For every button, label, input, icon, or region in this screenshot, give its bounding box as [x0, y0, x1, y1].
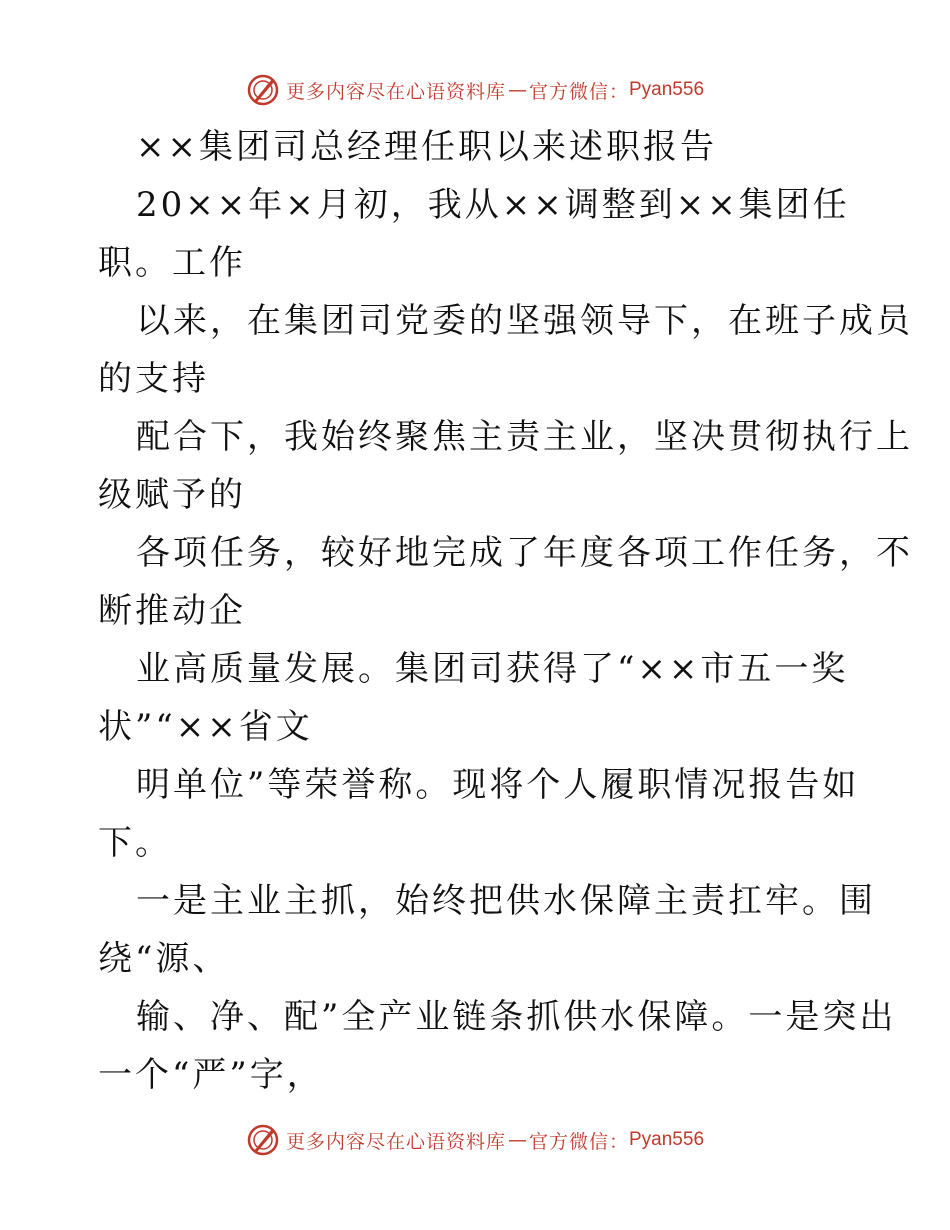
- paragraph-line: 明单位”等荣誉称。现将个人履职情况报告如: [136, 765, 860, 805]
- paragraph-line: 一是主业主抓，始终把供水保障主责扛牢。围: [136, 881, 876, 921]
- paragraph-line: 一个“严”字，: [98, 1055, 324, 1095]
- paragraph-line: 输、净、配”全产业链条抓供水保障。一是突出: [136, 997, 897, 1037]
- banner-text: 更多内容尽在心语资料库: [285, 1130, 506, 1153]
- paragraph-line: 以来，在集团司党委的坚强领导下，在班子成员: [136, 301, 913, 341]
- paragraph-line: 业高质量发展。集团司获得了“××市五一奖: [136, 649, 849, 689]
- wechat-id: Pyan556: [629, 1129, 705, 1150]
- banner-separator: —: [507, 1129, 527, 1151]
- wechat-id: Pyan556: [629, 79, 705, 100]
- paragraph-line: 20××年×月初，我从××调整到××集团任: [136, 185, 850, 225]
- paragraph-line: 绕“源、: [98, 939, 230, 979]
- paragraph-line: 状”“××省文: [98, 707, 313, 747]
- paragraph-line: 各项任务，较好地完成了年度各项工作任务，不: [136, 533, 913, 573]
- paragraph-line: 职。工作: [98, 243, 246, 283]
- quill-logo-icon: [246, 73, 280, 107]
- banner-text: 更多内容尽在心语资料库: [285, 80, 506, 103]
- banner-separator: —: [507, 79, 527, 101]
- paragraph-line: 配合下，我始终聚焦主责主业，坚决贯彻执行上: [136, 417, 913, 457]
- paragraph-line: 下。: [98, 823, 172, 863]
- document-body: [98, 118, 913, 1104]
- footer-banner: [0, 1120, 950, 1160]
- wechat-label: 官方微信：: [528, 80, 629, 103]
- header-banner: [0, 70, 950, 110]
- document-title: ××集团司总经理任职以来述职报告: [136, 127, 717, 167]
- wechat-label: 官方微信：: [528, 1130, 629, 1153]
- paragraph-line: 的支持: [98, 359, 209, 399]
- paragraph-line: 级赋予的: [98, 475, 246, 515]
- paragraph-line: 断推动企: [98, 591, 246, 631]
- quill-logo-icon: [246, 1123, 280, 1157]
